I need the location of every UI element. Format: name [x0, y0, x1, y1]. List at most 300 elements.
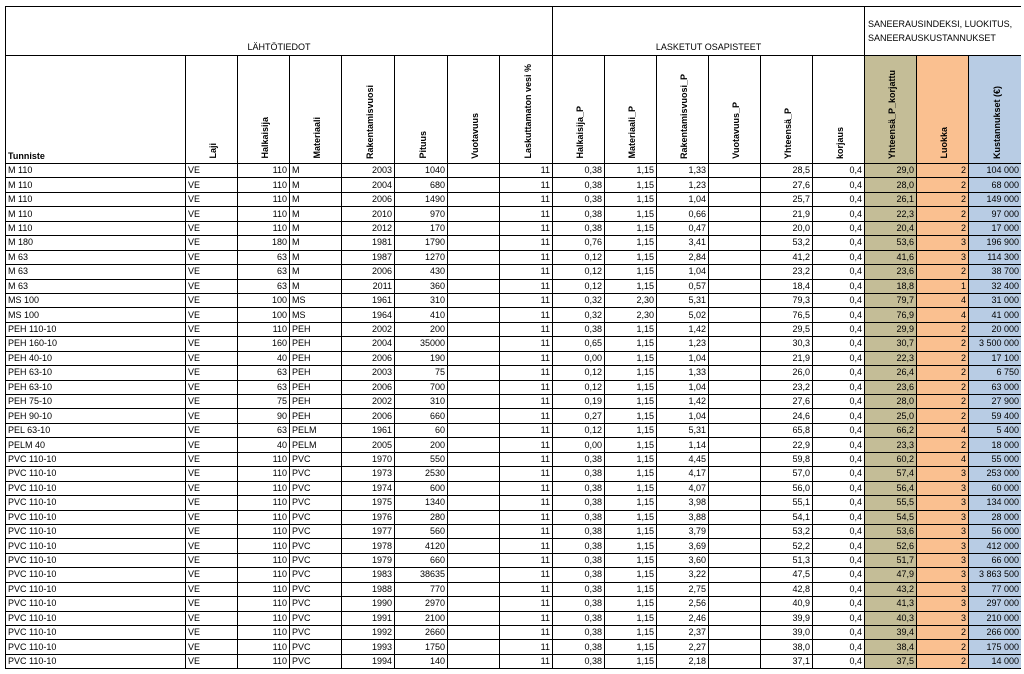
cell-korjaus: 0,4: [813, 178, 865, 192]
cell-rakentamisvuosi-p: 3,41: [657, 236, 709, 250]
table-row: [6, 582, 1022, 596]
column-header-label: Kustannukset (€): [991, 85, 1002, 159]
cell-yhteensa-p: 51,3: [761, 553, 813, 567]
cell-yhteensa-p: 28,5: [761, 164, 813, 178]
table-row: [6, 322, 1022, 336]
cell-kustannukset: 32 400: [969, 279, 1021, 293]
cell-materiaali: PEH: [290, 351, 342, 365]
cell-kustannukset: 27 900: [969, 395, 1021, 409]
group-header-lahtotiedot: LÄHTÖTIEDOT: [6, 7, 553, 56]
cell-vuotavuus-p: [709, 178, 761, 192]
cell-yhteensa-p: 39,9: [761, 611, 813, 625]
cell-materiaali: M: [290, 236, 342, 250]
cell-tunniste: M 110: [6, 164, 186, 178]
cell-vuotavuus: [448, 654, 500, 668]
cell-yhteensa-p-korjattu: 39,4: [865, 626, 917, 640]
cell-materiaali: PVC: [290, 510, 342, 524]
cell-materiaali-p: 1,15: [605, 438, 657, 452]
cell-rakentamisvuosi: 1977: [342, 524, 395, 538]
cell-vuotavuus: [448, 626, 500, 640]
cell-vuotavuus-p: [709, 654, 761, 668]
cell-rakentamisvuosi: 1994: [342, 654, 395, 668]
cell-laji: VE: [186, 438, 238, 452]
cell-luokka: 3: [917, 467, 969, 481]
cell-halkaisija: 90: [238, 409, 290, 423]
cell-yhteensa-p-korjattu: 18,8: [865, 279, 917, 293]
cell-yhteensa-p-korjattu: 38,4: [865, 640, 917, 654]
cell-halkaisija: 75: [238, 395, 290, 409]
cell-tunniste: MS 100: [6, 293, 186, 307]
cell-materiaali-p: 2,30: [605, 308, 657, 322]
cell-materiaali: M: [290, 250, 342, 264]
cell-kustannukset: 134 000: [969, 496, 1021, 510]
cell-yhteensa-p-korjattu: 25,0: [865, 409, 917, 423]
cell-yhteensa-p-korjattu: 54,5: [865, 510, 917, 524]
cell-rakentamisvuosi: 2006: [342, 265, 395, 279]
cell-halkaisija-p: 0,38: [553, 164, 605, 178]
cell-yhteensa-p: 22,9: [761, 438, 813, 452]
cell-materiaali: PVC: [290, 553, 342, 567]
cell-vuotavuus-p: [709, 510, 761, 524]
cell-tunniste: PVC 110-10: [6, 481, 186, 495]
cell-materiaali: PEH: [290, 366, 342, 380]
column-header-label: Halkaisija_P: [575, 106, 586, 159]
group-header-saneeraus: SANEERAUSINDEKSI, LUOKITUS, SANEERAUSKUSTANNUKSET: [865, 7, 1021, 56]
cell-luokka: 3: [917, 496, 969, 510]
cell-tunniste: M 110: [6, 207, 186, 221]
cell-tunniste: PVC 110-10: [6, 452, 186, 466]
cell-tunniste: M 110: [6, 221, 186, 235]
cell-halkaisija-p: 0,32: [553, 308, 605, 322]
cell-halkaisija: 63: [238, 279, 290, 293]
sanitation-table: [5, 6, 1021, 669]
cell-luokka: 3: [917, 582, 969, 596]
cell-rakentamisvuosi-p: 3,98: [657, 496, 709, 510]
cell-laskuttamaton-vesi: 11: [500, 553, 553, 567]
cell-luokka: 4: [917, 308, 969, 322]
cell-laji: VE: [186, 265, 238, 279]
cell-pituus: 4120: [395, 539, 448, 553]
column-header-label: Materiaali: [312, 117, 322, 159]
table-row: [6, 395, 1022, 409]
cell-materiaali: M: [290, 178, 342, 192]
column-header-pituus: [395, 56, 448, 164]
cell-materiaali: PVC: [290, 467, 342, 481]
cell-vuotavuus: [448, 553, 500, 567]
cell-yhteensa-p-korjattu: 28,0: [865, 178, 917, 192]
cell-tunniste: PEH 63-10: [6, 366, 186, 380]
cell-rakentamisvuosi-p: 1,33: [657, 164, 709, 178]
cell-halkaisija: 100: [238, 293, 290, 307]
cell-yhteensa-p-korjattu: 53,6: [865, 524, 917, 538]
cell-rakentamisvuosi-p: 2,27: [657, 640, 709, 654]
cell-korjaus: 0,4: [813, 640, 865, 654]
cell-luokka: 2: [917, 626, 969, 640]
cell-yhteensa-p: 37,1: [761, 654, 813, 668]
cell-korjaus: 0,4: [813, 351, 865, 365]
table-row: [6, 293, 1022, 307]
cell-halkaisija-p: 0,12: [553, 380, 605, 394]
cell-yhteensa-p: 40,9: [761, 597, 813, 611]
cell-tunniste: PVC 110-10: [6, 568, 186, 582]
cell-kustannukset: 38 700: [969, 265, 1021, 279]
cell-halkaisija: 63: [238, 250, 290, 264]
cell-rakentamisvuosi: 1987: [342, 250, 395, 264]
cell-laji: VE: [186, 337, 238, 351]
cell-rakentamisvuosi: 2006: [342, 351, 395, 365]
cell-laji: VE: [186, 539, 238, 553]
cell-vuotavuus: [448, 423, 500, 437]
cell-vuotavuus: [448, 351, 500, 365]
cell-halkaisija-p: 0,12: [553, 423, 605, 437]
cell-halkaisija: 110: [238, 510, 290, 524]
cell-materiaali-p: 1,15: [605, 380, 657, 394]
cell-laskuttamaton-vesi: 11: [500, 539, 553, 553]
cell-vuotavuus-p: [709, 438, 761, 452]
cell-halkaisija-p: 0,76: [553, 236, 605, 250]
cell-vuotavuus-p: [709, 351, 761, 365]
column-header-tunniste: Tunniste: [6, 56, 186, 164]
cell-laskuttamaton-vesi: 11: [500, 438, 553, 452]
cell-halkaisija-p: 0,38: [553, 178, 605, 192]
cell-laji: VE: [186, 366, 238, 380]
cell-yhteensa-p-korjattu: 37,5: [865, 654, 917, 668]
cell-luokka: 2: [917, 207, 969, 221]
cell-laji: VE: [186, 279, 238, 293]
cell-rakentamisvuosi-p: 1,04: [657, 351, 709, 365]
cell-kustannukset: 266 000: [969, 626, 1021, 640]
table-row: [6, 236, 1022, 250]
cell-laskuttamaton-vesi: 11: [500, 250, 553, 264]
column-header-label: Rakentamisvuosi_P: [679, 73, 690, 159]
cell-korjaus: 0,4: [813, 366, 865, 380]
column-header-label: Vuotavuus: [470, 113, 480, 159]
cell-pituus: 2660: [395, 626, 448, 640]
cell-korjaus: 0,4: [813, 452, 865, 466]
table-row: [6, 568, 1022, 582]
cell-vuotavuus: [448, 438, 500, 452]
cell-kustannukset: 3 863 500: [969, 568, 1021, 582]
cell-laskuttamaton-vesi: 11: [500, 640, 553, 654]
cell-rakentamisvuosi-p: 1,23: [657, 337, 709, 351]
cell-materiaali-p: 1,15: [605, 322, 657, 336]
cell-vuotavuus-p: [709, 337, 761, 351]
cell-korjaus: 0,4: [813, 524, 865, 538]
cell-laskuttamaton-vesi: 11: [500, 308, 553, 322]
cell-yhteensa-p: 65,8: [761, 423, 813, 437]
cell-vuotavuus-p: [709, 582, 761, 596]
cell-laskuttamaton-vesi: 11: [500, 452, 553, 466]
cell-luokka: 3: [917, 481, 969, 495]
cell-halkaisija: 110: [238, 178, 290, 192]
cell-tunniste: PVC 110-10: [6, 496, 186, 510]
cell-halkaisija: 110: [238, 452, 290, 466]
cell-pituus: 310: [395, 395, 448, 409]
cell-materiaali: PELM: [290, 423, 342, 437]
column-header-label: Laskuttamaton vesi %: [522, 64, 533, 159]
cell-materiaali: PELM: [290, 438, 342, 452]
cell-kustannukset: 20 000: [969, 322, 1021, 336]
cell-luokka: 2: [917, 438, 969, 452]
cell-yhteensa-p: 21,9: [761, 207, 813, 221]
cell-laji: VE: [186, 250, 238, 264]
cell-rakentamisvuosi: 1964: [342, 308, 395, 322]
cell-materiaali: M: [290, 279, 342, 293]
column-header-yhteensa-p-korjattu: [865, 56, 917, 164]
cell-halkaisija: 100: [238, 308, 290, 322]
cell-korjaus: 0,4: [813, 308, 865, 322]
cell-tunniste: PVC 110-10: [6, 553, 186, 567]
cell-halkaisija: 110: [238, 611, 290, 625]
cell-vuotavuus-p: [709, 597, 761, 611]
cell-pituus: 1490: [395, 192, 448, 206]
cell-pituus: 1040: [395, 164, 448, 178]
cell-laskuttamaton-vesi: 11: [500, 510, 553, 524]
cell-materiaali-p: 1,15: [605, 236, 657, 250]
cell-laskuttamaton-vesi: 11: [500, 380, 553, 394]
cell-materiaali-p: 1,15: [605, 481, 657, 495]
cell-luokka: 3: [917, 553, 969, 567]
cell-pituus: 660: [395, 553, 448, 567]
cell-pituus: 560: [395, 524, 448, 538]
cell-materiaali-p: 1,15: [605, 467, 657, 481]
cell-kustannukset: 55 000: [969, 452, 1021, 466]
cell-yhteensa-p: 42,8: [761, 582, 813, 596]
cell-korjaus: 0,4: [813, 236, 865, 250]
cell-materiaali-p: 1,15: [605, 337, 657, 351]
cell-pituus: 700: [395, 380, 448, 394]
cell-vuotavuus-p: [709, 496, 761, 510]
cell-yhteensa-p: 54,1: [761, 510, 813, 524]
cell-laji: VE: [186, 452, 238, 466]
cell-rakentamisvuosi: 1978: [342, 539, 395, 553]
cell-rakentamisvuosi: 1981: [342, 236, 395, 250]
cell-vuotavuus-p: [709, 322, 761, 336]
cell-korjaus: 0,4: [813, 597, 865, 611]
cell-laskuttamaton-vesi: 11: [500, 481, 553, 495]
cell-rakentamisvuosi-p: 4,45: [657, 452, 709, 466]
cell-halkaisija: 110: [238, 582, 290, 596]
cell-materiaali: PVC: [290, 524, 342, 538]
cell-kustannukset: 63 000: [969, 380, 1021, 394]
cell-vuotavuus-p: [709, 380, 761, 394]
cell-vuotavuus-p: [709, 611, 761, 625]
cell-pituus: 190: [395, 351, 448, 365]
cell-laskuttamaton-vesi: 11: [500, 236, 553, 250]
cell-halkaisija-p: 0,38: [553, 568, 605, 582]
cell-kustannukset: 104 000: [969, 164, 1021, 178]
cell-rakentamisvuosi: 1990: [342, 597, 395, 611]
cell-pituus: 360: [395, 279, 448, 293]
table-row: [6, 640, 1022, 654]
cell-rakentamisvuosi-p: 3,22: [657, 568, 709, 582]
table-row: [6, 308, 1022, 322]
cell-tunniste: PVC 110-10: [6, 654, 186, 668]
spreadsheet: [5, 6, 1021, 670]
cell-vuotavuus-p: [709, 423, 761, 437]
cell-vuotavuus-p: [709, 524, 761, 538]
cell-materiaali-p: 1,15: [605, 409, 657, 423]
cell-yhteensa-p-korjattu: 23,3: [865, 438, 917, 452]
cell-laskuttamaton-vesi: 11: [500, 524, 553, 538]
cell-vuotavuus: [448, 178, 500, 192]
cell-vuotavuus-p: [709, 452, 761, 466]
cell-halkaisija-p: 0,38: [553, 611, 605, 625]
cell-vuotavuus: [448, 279, 500, 293]
cell-rakentamisvuosi: 2004: [342, 337, 395, 351]
cell-rakentamisvuosi: 1983: [342, 568, 395, 582]
cell-laskuttamaton-vesi: 11: [500, 626, 553, 640]
cell-laji: VE: [186, 423, 238, 437]
cell-tunniste: PEH 63-10: [6, 380, 186, 394]
cell-rakentamisvuosi: 1970: [342, 452, 395, 466]
cell-kustannukset: 17 000: [969, 221, 1021, 235]
cell-kustannukset: 5 400: [969, 423, 1021, 437]
cell-materiaali-p: 1,15: [605, 192, 657, 206]
cell-rakentamisvuosi-p: 0,66: [657, 207, 709, 221]
cell-yhteensa-p-korjattu: 51,7: [865, 553, 917, 567]
cell-yhteensa-p-korjattu: 22,3: [865, 351, 917, 365]
cell-luokka: 2: [917, 654, 969, 668]
cell-luokka: 2: [917, 409, 969, 423]
cell-laskuttamaton-vesi: 11: [500, 582, 553, 596]
cell-vuotavuus: [448, 308, 500, 322]
cell-vuotavuus-p: [709, 553, 761, 567]
cell-rakentamisvuosi: 2003: [342, 366, 395, 380]
cell-vuotavuus-p: [709, 207, 761, 221]
cell-vuotavuus-p: [709, 467, 761, 481]
cell-vuotavuus: [448, 539, 500, 553]
cell-laji: VE: [186, 308, 238, 322]
cell-laskuttamaton-vesi: 11: [500, 178, 553, 192]
cell-kustannukset: 60 000: [969, 481, 1021, 495]
table-row: [6, 654, 1022, 668]
cell-halkaisija-p: 0,38: [553, 597, 605, 611]
cell-halkaisija-p: 0,12: [553, 250, 605, 264]
cell-halkaisija: 63: [238, 423, 290, 437]
cell-kustannukset: 66 000: [969, 553, 1021, 567]
cell-halkaisija: 110: [238, 553, 290, 567]
column-header-label: Laji: [208, 143, 218, 159]
cell-laji: VE: [186, 351, 238, 365]
cell-luokka: 3: [917, 597, 969, 611]
cell-luokka: 3: [917, 510, 969, 524]
cell-tunniste: PVC 110-10: [6, 611, 186, 625]
cell-materiaali-p: 1,15: [605, 265, 657, 279]
cell-laskuttamaton-vesi: 11: [500, 337, 553, 351]
cell-pituus: 1750: [395, 640, 448, 654]
cell-vuotavuus-p: [709, 395, 761, 409]
cell-yhteensa-p: 23,2: [761, 265, 813, 279]
cell-rakentamisvuosi-p: 3,60: [657, 553, 709, 567]
cell-yhteensa-p: 56,0: [761, 481, 813, 495]
cell-vuotavuus-p: [709, 250, 761, 264]
cell-yhteensa-p: 41,2: [761, 250, 813, 264]
cell-korjaus: 0,4: [813, 293, 865, 307]
cell-laskuttamaton-vesi: 11: [500, 351, 553, 365]
cell-rakentamisvuosi-p: 4,17: [657, 467, 709, 481]
cell-vuotavuus: [448, 524, 500, 538]
cell-yhteensa-p: 76,5: [761, 308, 813, 322]
table-row: [6, 510, 1022, 524]
cell-yhteensa-p: 59,8: [761, 452, 813, 466]
cell-halkaisija-p: 0,12: [553, 366, 605, 380]
cell-vuotavuus-p: [709, 236, 761, 250]
table-row: [6, 351, 1022, 365]
cell-vuotavuus: [448, 322, 500, 336]
cell-materiaali-p: 1,15: [605, 164, 657, 178]
cell-yhteensa-p: 52,2: [761, 539, 813, 553]
cell-materiaali: PEH: [290, 395, 342, 409]
cell-materiaali-p: 1,15: [605, 395, 657, 409]
cell-halkaisija-p: 0,38: [553, 452, 605, 466]
cell-rakentamisvuosi-p: 2,56: [657, 597, 709, 611]
cell-yhteensa-p: 27,6: [761, 178, 813, 192]
table-row: [6, 207, 1022, 221]
cell-vuotavuus: [448, 380, 500, 394]
cell-rakentamisvuosi-p: 3,79: [657, 524, 709, 538]
cell-rakentamisvuosi-p: 1,14: [657, 438, 709, 452]
cell-tunniste: MS 100: [6, 308, 186, 322]
cell-luokka: 2: [917, 395, 969, 409]
cell-luokka: 4: [917, 423, 969, 437]
cell-pituus: 660: [395, 409, 448, 423]
cell-halkaisija: 110: [238, 568, 290, 582]
cell-materiaali-p: 1,15: [605, 178, 657, 192]
cell-laji: VE: [186, 481, 238, 495]
cell-laskuttamaton-vesi: 11: [500, 192, 553, 206]
column-header-rakentamisvuosi-p: [657, 56, 709, 164]
table-row: [6, 279, 1022, 293]
cell-halkaisija: 110: [238, 597, 290, 611]
cell-halkaisija-p: 0,38: [553, 221, 605, 235]
cell-yhteensa-p: 79,3: [761, 293, 813, 307]
cell-halkaisija-p: 0,38: [553, 640, 605, 654]
cell-laji: VE: [186, 207, 238, 221]
cell-kustannukset: 149 000: [969, 192, 1021, 206]
table-row: [6, 337, 1022, 351]
table-row: [6, 626, 1022, 640]
cell-laskuttamaton-vesi: 11: [500, 395, 553, 409]
cell-korjaus: 0,4: [813, 423, 865, 437]
cell-yhteensa-p: 53,2: [761, 236, 813, 250]
cell-laji: VE: [186, 236, 238, 250]
table-row: [6, 553, 1022, 567]
cell-yhteensa-p-korjattu: 41,6: [865, 250, 917, 264]
cell-rakentamisvuosi-p: 2,75: [657, 582, 709, 596]
cell-vuotavuus: [448, 452, 500, 466]
cell-materiaali-p: 1,15: [605, 611, 657, 625]
cell-tunniste: PVC 110-10: [6, 597, 186, 611]
cell-tunniste: PEH 40-10: [6, 351, 186, 365]
cell-halkaisija: 160: [238, 337, 290, 351]
cell-pituus: 38635: [395, 568, 448, 582]
cell-rakentamisvuosi-p: 5,02: [657, 308, 709, 322]
cell-laskuttamaton-vesi: 11: [500, 597, 553, 611]
cell-korjaus: 0,4: [813, 568, 865, 582]
cell-laskuttamaton-vesi: 11: [500, 611, 553, 625]
table-row: [6, 481, 1022, 495]
table-row: [6, 250, 1022, 264]
cell-vuotavuus-p: [709, 308, 761, 322]
cell-yhteensa-p: 30,3: [761, 337, 813, 351]
cell-yhteensa-p-korjattu: 23,6: [865, 265, 917, 279]
cell-vuotavuus-p: [709, 221, 761, 235]
column-header-korjaus: [813, 56, 865, 164]
cell-materiaali: PVC: [290, 481, 342, 495]
cell-luokka: 4: [917, 293, 969, 307]
cell-materiaali: PEH: [290, 337, 342, 351]
